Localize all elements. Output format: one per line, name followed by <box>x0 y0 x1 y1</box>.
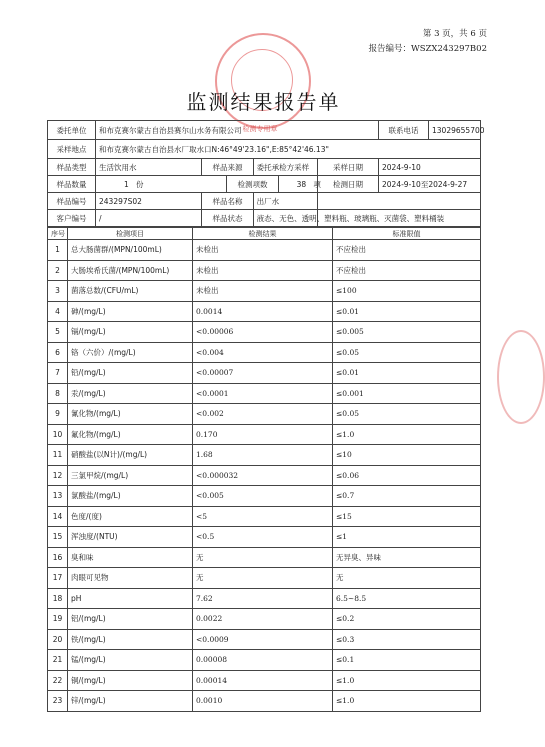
row-limit: ≤1.0 <box>333 670 481 691</box>
row-number: 18 <box>48 588 68 609</box>
side-seal <box>497 330 545 424</box>
source-value: 委托承检方采样 <box>256 162 310 172</box>
site-value: 和布克赛尔蒙古自治县水厂取水口N:46°49'23.16",E:85°42'46.13" <box>96 140 481 159</box>
meta-row-qty <box>48 176 481 193</box>
row-result: <0.00007 <box>193 363 333 384</box>
row-result: <0.00006 <box>193 322 333 343</box>
row-limit: ≤0.2 <box>333 609 481 630</box>
row-number: 14 <box>48 506 68 527</box>
phone-label: 联系电话 <box>379 121 429 140</box>
row-result: <0.004 <box>193 342 333 363</box>
sample-date-label: 采样日期 <box>318 159 379 176</box>
row-item: 臭和味 <box>68 547 193 568</box>
row-number: 15 <box>48 527 68 548</box>
row-item: 三氯甲烷/(mg/L) <box>68 465 193 486</box>
row-result: <0.0009 <box>193 629 333 650</box>
row-number: 6 <box>48 342 68 363</box>
table-row <box>48 383 481 404</box>
row-item: 总大肠菌群/(MPN/100mL) <box>68 240 193 261</box>
row-limit: ≤15 <box>333 506 481 527</box>
row-limit: 6.5~8.5 <box>333 588 481 609</box>
row-number: 21 <box>48 650 68 671</box>
results-table <box>47 227 481 712</box>
row-result: 无 <box>193 547 333 568</box>
row-number: 19 <box>48 609 68 630</box>
row-result: 未检出 <box>193 281 333 302</box>
row-item: 大肠埃希氏菌/(MPN/100mL) <box>68 260 193 281</box>
table-row <box>48 588 481 609</box>
row-result: 0.00014 <box>193 670 333 691</box>
code-label: 样品编号 <box>48 193 96 210</box>
row-number: 22 <box>48 670 68 691</box>
customer-state-subtable <box>96 210 445 226</box>
row-item: 色度/(度) <box>68 506 193 527</box>
row-result: 7.62 <box>193 588 333 609</box>
row-result: 0.0014 <box>193 301 333 322</box>
site-label: 采样地点 <box>48 140 96 159</box>
page-title: 监测结果报告单 <box>186 90 341 114</box>
row-result: <0.002 <box>193 404 333 425</box>
stamp-text: 检测专用章 <box>242 125 278 133</box>
row-limit: ≤1.0 <box>333 691 481 712</box>
row-result: <0.005 <box>193 486 333 507</box>
row-limit: ≤0.05 <box>333 404 481 425</box>
row-limit: 无 <box>333 568 481 589</box>
row-result: 无 <box>193 568 333 589</box>
table-row <box>48 670 481 691</box>
client-value: 和布克赛尔蒙古自治县赛尔山水务有限公司 <box>96 121 379 140</box>
row-number: 2 <box>48 260 68 281</box>
items-unit: 项 <box>313 179 321 189</box>
row-number: 8 <box>48 383 68 404</box>
qty-unit: 份 <box>135 179 144 189</box>
type-value: 生活饮用水 <box>96 159 202 175</box>
phone-value: 13029655700 <box>429 121 481 140</box>
row-number: 11 <box>48 445 68 466</box>
row-item: 肉眼可见物 <box>68 568 193 589</box>
row-number: 5 <box>48 322 68 343</box>
qty-label: 样品数量 <box>48 176 96 193</box>
row-limit: ≤10 <box>333 445 481 466</box>
row-result: 未检出 <box>193 260 333 281</box>
row-number: 17 <box>48 568 68 589</box>
meta-row-client <box>48 121 481 140</box>
row-number: 13 <box>48 486 68 507</box>
state-value: 液态、无色、透明、塑料瓶、玻璃瓶、灭菌袋、塑料桶装 <box>256 213 445 223</box>
row-item: 铬（六价）/(mg/L) <box>68 342 193 363</box>
row-limit: 不应检出 <box>333 240 481 261</box>
table-row <box>48 506 481 527</box>
qty-items-subtable <box>96 176 321 192</box>
row-item: 菌落总数/(CFU/mL) <box>68 281 193 302</box>
row-limit: ≤0.05 <box>333 342 481 363</box>
type-source-subtable <box>96 159 317 175</box>
state-label: 样品状态 <box>202 210 253 226</box>
results-header-row <box>48 228 481 240</box>
row-item: 氯酸盐/(mg/L) <box>68 486 193 507</box>
meta-row-site <box>48 140 481 159</box>
row-item: 铁/(mg/L) <box>68 629 193 650</box>
row-result: 未检出 <box>193 240 333 261</box>
row-limit: 无异臭、异味 <box>333 547 481 568</box>
results-body <box>48 228 481 712</box>
row-number: 9 <box>48 404 68 425</box>
row-item: 氟化物/(mg/L) <box>68 424 193 445</box>
row-number: 7 <box>48 363 68 384</box>
row-number: 20 <box>48 629 68 650</box>
row-limit: ≤0.001 <box>333 383 481 404</box>
table-row <box>48 465 481 486</box>
table-row <box>48 547 481 568</box>
page-info <box>368 27 487 57</box>
report-number <box>368 42 487 57</box>
row-item: 铜/(mg/L) <box>68 670 193 691</box>
row-number: 16 <box>48 547 68 568</box>
report-number-value: WSZX243297B02 <box>410 44 487 54</box>
row-item: 铝/(mg/L) <box>68 609 193 630</box>
row-result: <0.000032 <box>193 465 333 486</box>
row-limit: ≤1 <box>333 527 481 548</box>
row-result: 0.00008 <box>193 650 333 671</box>
page-number: 第 3 页，共 6 页 <box>422 29 487 39</box>
row-limit: ≤0.06 <box>333 465 481 486</box>
qty-number: 1 <box>124 179 129 189</box>
row-number: 1 <box>48 240 68 261</box>
row-number: 3 <box>48 281 68 302</box>
row-limit: ≤0.005 <box>333 322 481 343</box>
row-result: 0.0022 <box>193 609 333 630</box>
table-row <box>48 486 481 507</box>
header-no: 序号 <box>48 228 68 240</box>
row-result: <0.0001 <box>193 383 333 404</box>
table-row <box>48 424 481 445</box>
test-date-label: 检测日期 <box>318 176 379 193</box>
name-label: 样品名称 <box>202 193 253 209</box>
row-result: 1.68 <box>193 445 333 466</box>
row-limit: ≤0.1 <box>333 650 481 671</box>
row-result: <0.5 <box>193 527 333 548</box>
row-result: <5 <box>193 506 333 527</box>
table-row <box>48 281 481 302</box>
meta-row-code <box>48 193 481 210</box>
row-limit: ≤1.0 <box>333 424 481 445</box>
row-number: 23 <box>48 691 68 712</box>
row-limit: ≤0.7 <box>333 486 481 507</box>
row-limit: ≤0.01 <box>333 363 481 384</box>
row-item: 硝酸盐(以N计)/(mg/L) <box>68 445 193 466</box>
meta-row-customer <box>48 210 481 227</box>
table-row <box>48 260 481 281</box>
row-item: 浑浊度/(NTU) <box>68 527 193 548</box>
row-limit: ≤100 <box>333 281 481 302</box>
code-name-subtable <box>96 193 317 209</box>
table-row <box>48 691 481 712</box>
row-number: 12 <box>48 465 68 486</box>
table-row <box>48 322 481 343</box>
row-item: 氰化物/(mg/L) <box>68 404 193 425</box>
sample-date-value: 2024-9-10 <box>379 159 481 176</box>
row-limit: 不应检出 <box>333 260 481 281</box>
row-limit: ≤0.3 <box>333 629 481 650</box>
table-row <box>48 342 481 363</box>
client-label: 委托单位 <box>48 121 96 140</box>
table-row <box>48 445 481 466</box>
row-number: 10 <box>48 424 68 445</box>
header-result: 检测结果 <box>193 228 333 240</box>
name-value: 出厂水 <box>256 196 280 206</box>
customer-value: / <box>96 210 202 226</box>
row-number: 4 <box>48 301 68 322</box>
row-result: 0.0010 <box>193 691 333 712</box>
test-date-value: 2024-9-10至2024-9-27 <box>379 176 481 193</box>
table-row <box>48 527 481 548</box>
row-item: 锰/(mg/L) <box>68 650 193 671</box>
meta-row-type <box>48 159 481 176</box>
row-result: 0.170 <box>193 424 333 445</box>
table-row <box>48 609 481 630</box>
table-row <box>48 404 481 425</box>
table-row <box>48 301 481 322</box>
customer-label: 客户编号 <box>48 210 96 227</box>
table-row <box>48 363 481 384</box>
row-item: 汞/(mg/L) <box>68 383 193 404</box>
row-item: 锌/(mg/L) <box>68 691 193 712</box>
table-row <box>48 629 481 650</box>
sample-info-table <box>47 120 485 227</box>
row-item: 镉/(mg/L) <box>68 322 193 343</box>
table-row <box>48 650 481 671</box>
header-limit: 标准限值 <box>333 228 481 240</box>
row-limit: ≤0.01 <box>333 301 481 322</box>
items-number: 38 <box>296 179 307 189</box>
items-value <box>278 176 321 192</box>
row-item: 砷/(mg/L) <box>68 301 193 322</box>
row-item: pH <box>68 588 193 609</box>
table-row <box>48 240 481 261</box>
qty-value <box>96 176 227 192</box>
code-value: 243297S02 <box>96 193 202 209</box>
report-number-label: 报告编号： <box>368 44 411 54</box>
row-item: 铅/(mg/L) <box>68 363 193 384</box>
source-label: 样品来源 <box>202 159 253 175</box>
type-label: 样品类型 <box>48 159 96 176</box>
header-item: 检测项目 <box>68 228 193 240</box>
items-label: 检测项数 <box>227 176 278 192</box>
table-row <box>48 568 481 589</box>
